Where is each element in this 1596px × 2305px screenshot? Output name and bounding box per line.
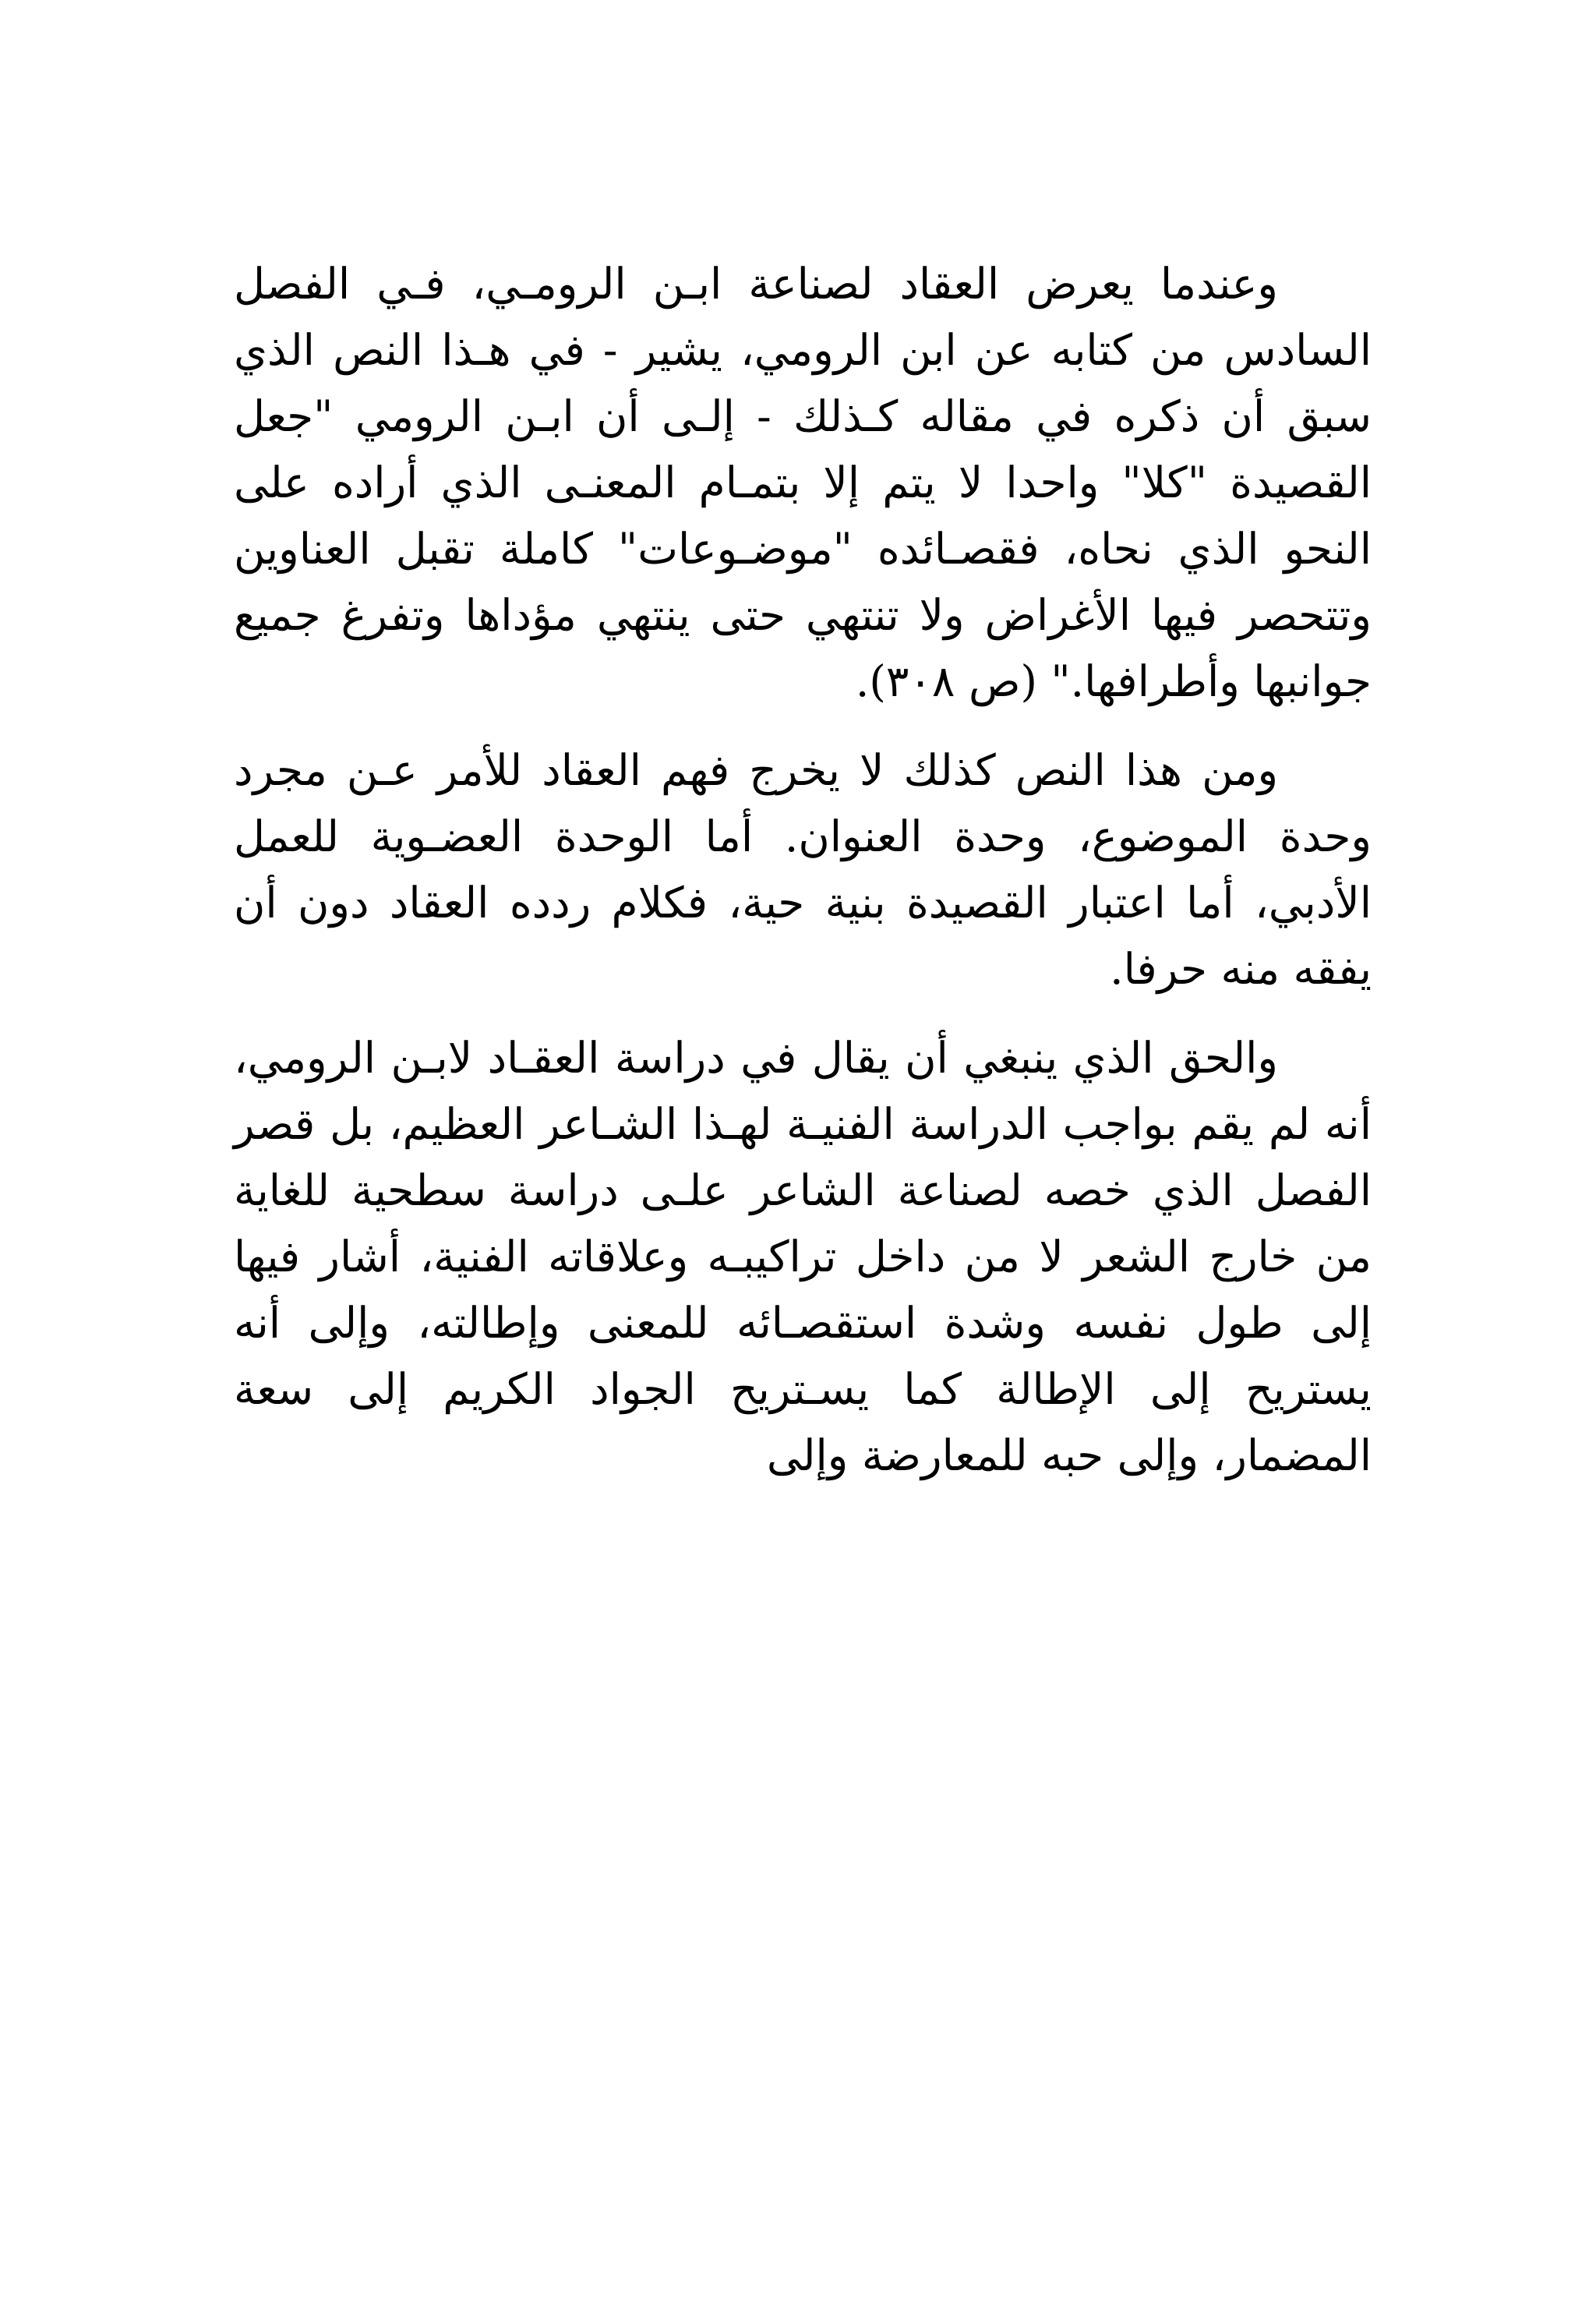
paragraph-2: ومن هذا النص كذلك لا يخرج فهم العقاد للأمر عـن مجرد وحدة الموضوع، وحدة العنوان. أما الوحدة العضـوية للعمل الأدبي، أما اعتبار القصيدة بنية حية، فكلام ردده العقاد دون أن يفقه منه حرفا. xyxy=(234,745,1372,994)
paragraph-1: وعندما يعرض العقاد لصناعة ابـن الرومـي، فـي الفصل السادس من كتابه عن ابن الرومي، يشير - في هـذا النص الذي سبق أن ذكره في مقاله كـذلك - إلـى أن ابـن الرومي "جعل القصيدة "كلا" واحدا لا يتم إلا بتمـام المعنـى الذي أراده على النحو الذي نحاه، فقصـائده "موضـوعات" كاملة تقبل العناوين وتتحصر فيها الأغراض ولا تنتهي حتى ينتهي مؤداها وتفرغ جميع جوانبها وأطرافها." (ص ٣٠٨). xyxy=(234,259,1372,706)
body-text xyxy=(234,251,1372,1489)
paragraph-3: والحق الذي ينبغي أن يقال في دراسة العقـاد لابـن الرومي، أنه لم يقم بواجب الدراسة الفنيـة لهـذا الشـاعر العظيم، بل قصر الفصل الذي خصه لصناعة الشاعر علـى دراسة سطحية للغاية من خارج الشعر لا من داخل تراكيبـه وعلاقاته الفنية، أشار فيها إلى طول نفسه وشدة استقصـائه للمعنى وإطالته، وإلى أنه يستريح إلى الإطالة كما يسـتريح الجواد الكريم إلى سعة المضمار، وإلى حبه للمعارضة وإلى xyxy=(234,1033,1372,1480)
